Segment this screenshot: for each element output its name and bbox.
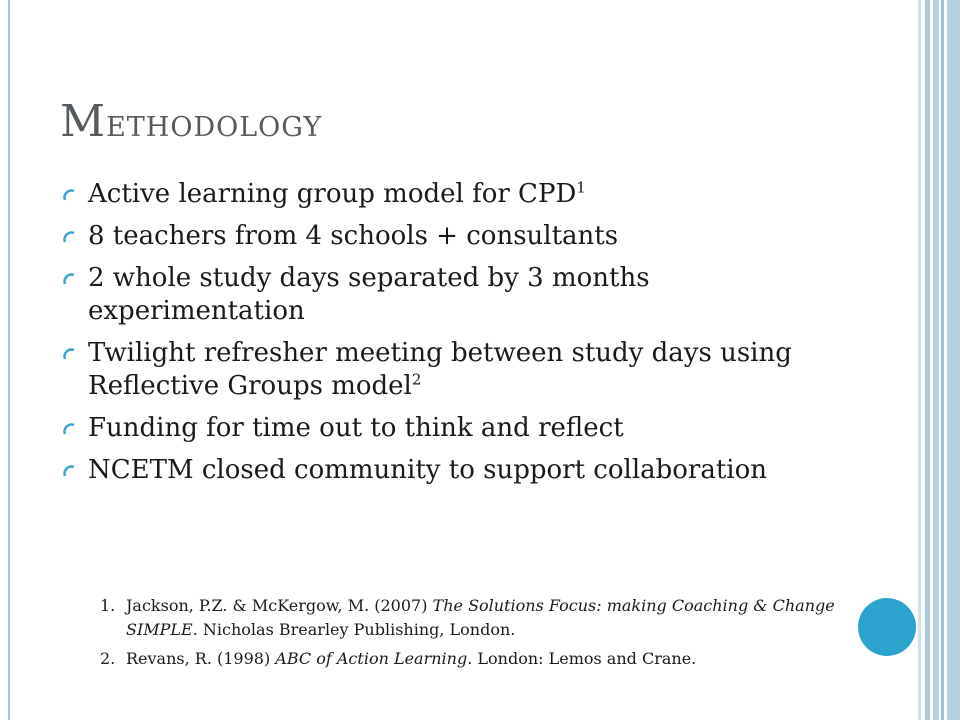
bullet-text: 2 whole study days separated by 3 months experimentation	[88, 263, 650, 326]
reference-text: Revans, R. (1998)	[126, 649, 276, 668]
bullet-item	[60, 220, 860, 253]
reference-number: 2.	[100, 649, 116, 668]
bullet-text: NCETM closed community to support collaboration	[88, 455, 768, 485]
title-initial: M	[60, 96, 107, 147]
left-border-line	[8, 0, 10, 720]
reference-list	[100, 594, 840, 676]
right-decorative-stripes	[918, 0, 960, 720]
title-rest: ethodology	[106, 101, 323, 145]
stripe	[925, 0, 930, 720]
bullet-item	[60, 412, 860, 445]
bullet-arc-icon	[62, 464, 76, 478]
bullet-arc-icon	[62, 422, 76, 436]
reference-item	[100, 647, 840, 671]
bullet-arc-icon	[62, 188, 76, 202]
bullet-list	[60, 178, 860, 496]
reference-title: The Solutions Focus: making Coaching & Change SIMPLE	[126, 596, 835, 639]
stripe	[941, 0, 944, 720]
bullet-text: 8 teachers from 4 schools + consultants	[88, 221, 619, 251]
bullet-arc-icon	[62, 347, 76, 361]
reference-title: ABC of Action Learning	[275, 649, 468, 668]
bullet-item	[60, 454, 860, 487]
stripe	[918, 0, 921, 720]
bullet-arc-icon	[62, 230, 76, 244]
bullet-text: Active learning group model for CPD	[88, 179, 577, 209]
reference-number: 1.	[100, 596, 116, 615]
bullet-item	[60, 337, 860, 403]
reference-text: Jackson, P.Z. & McKergow, M. (2007)	[126, 596, 433, 615]
bullet-text: Twilight refresher meeting between study days using Reflective Groups model	[88, 338, 792, 401]
reference-publisher: . Nicholas Brearley Publishing, London.	[192, 620, 516, 639]
bullet-item	[60, 178, 860, 211]
bullet-arc-icon	[62, 272, 76, 286]
stripe	[933, 0, 939, 720]
slide-title	[60, 96, 322, 147]
reference-item	[100, 594, 840, 642]
bullet-text: Funding for time out to think and reflect	[88, 413, 624, 443]
reference-publisher: . London: Lemos and Crane.	[467, 649, 697, 668]
footnote-marker: 2	[411, 370, 422, 389]
bullet-item	[60, 262, 860, 328]
stripe	[947, 0, 960, 720]
footnote-marker: 1	[576, 178, 586, 197]
accent-circle	[858, 598, 916, 656]
